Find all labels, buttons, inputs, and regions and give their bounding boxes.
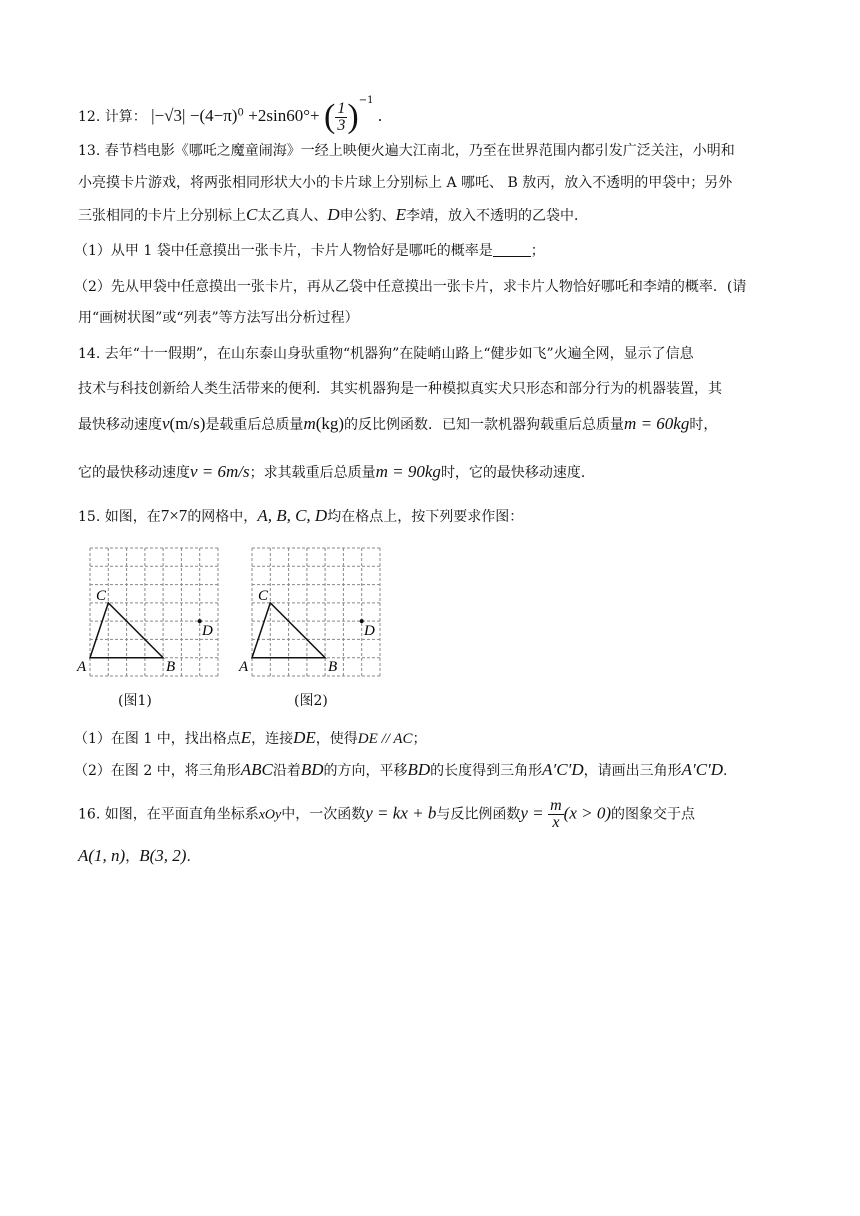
q14-line4-a: 它的最快移动速度 — [78, 465, 190, 481]
q15-BD: BD — [300, 760, 324, 779]
q14-m-unit: (kg) — [315, 414, 345, 433]
q14-line1: 14. 去年“十一假期”，在山东泰山身驮重物“机器狗”在陡峭山路上“健步如飞”火遍全网，显示了信息 — [78, 346, 694, 362]
q16-a: 16. 如图，在平面直角坐标系 — [78, 806, 259, 823]
q13-line3 — [78, 205, 588, 226]
q13-C: C — [246, 205, 258, 224]
q15-points: A, B, C, D — [257, 506, 328, 525]
q12-frac-den: 3 — [337, 116, 346, 134]
q16-line1 — [78, 798, 695, 831]
q13-D: D — [327, 205, 340, 224]
q12-frac-num: 1 — [337, 99, 346, 117]
label-d-2: D — [364, 623, 375, 639]
q15-part2-d: 的长度得到三角形 — [430, 763, 543, 779]
q15-tri: A′C′D — [542, 760, 584, 779]
q15-part1-d: ； — [412, 731, 427, 747]
q15-ABC: ABC — [240, 760, 273, 779]
q15-intro — [78, 506, 523, 527]
q13-part2-l1: （2）先从甲袋中任意摸出一张卡片，再从乙袋中任意摸出一张卡片，求卡片人物恰好哪吒和李靖的概率．(请 — [74, 279, 747, 295]
q14-line3 — [78, 414, 717, 435]
q15-part2-e: ，请画出三角形 — [583, 763, 682, 779]
q15-E: E — [240, 728, 252, 747]
grid-2 — [252, 548, 380, 676]
q13-E: E — [395, 205, 407, 224]
q16-point-a: A(1, n) — [78, 846, 126, 865]
q15-figure-2 — [236, 540, 396, 685]
q15-part2-b: 沿着 — [272, 763, 301, 779]
q12-expr-b: −(4−π) — [189, 106, 238, 125]
q14-v-unit: (m/s) — [169, 414, 206, 433]
q16-sep: ， — [125, 849, 140, 865]
q14-line3-b: 是载重后总质量 — [205, 417, 304, 433]
label-a-1: A — [77, 659, 87, 675]
q13-part2-l2: 用“画树状图”或“列表”等方法写出分析过程） — [78, 310, 359, 326]
q13-part1-text: （1）从甲 1 袋中任意摸出一张卡片，卡片人物恰好是哪吒的概率是 — [74, 243, 493, 259]
q16-point-b: B(3, 2) — [139, 846, 187, 865]
q15-part1 — [74, 728, 427, 749]
q13-line3-c: 申公豹、 — [339, 208, 396, 224]
q14-line2: 技术与科技创新给人类生活带来的便利．其实机器狗是一种模拟真实犬只形态和部分行为的机器装置，其 — [78, 381, 722, 397]
q12-number: 12. — [78, 109, 101, 125]
q14-m60: m = 60kg — [624, 414, 690, 433]
q15-grid-size: 7×7 — [160, 506, 188, 525]
q12-end: . — [377, 106, 383, 125]
q15-fig2-caption: (图2) — [294, 693, 328, 709]
q16-end: . — [186, 849, 191, 865]
q15-part2 — [74, 760, 728, 781]
q12-rparen: ) — [347, 98, 359, 135]
q16-d: 的图象交于点 — [611, 806, 695, 823]
q14-line3-c: 的反比例函数．已知一款机器狗载重后总质量 — [344, 417, 625, 433]
q15-intro-b: 的网格中， — [187, 509, 258, 525]
label-a-2: A — [239, 659, 249, 675]
q14-line4-c: 时，它的最快移动速度． — [440, 465, 595, 481]
q13-answer-blank[interactable] — [493, 242, 531, 257]
q15-DE: DE — [293, 728, 316, 747]
q14-line3-a: 最快移动速度 — [78, 417, 162, 433]
q15-fig1-caption: (图1) — [118, 693, 152, 709]
q12-fraction — [335, 101, 347, 134]
q15-part1-c: ，使得 — [315, 731, 358, 747]
q13-part1-end: ； — [530, 243, 545, 259]
q14-m: m — [303, 414, 316, 433]
q14-line3-d: 时， — [689, 417, 718, 433]
q16-cond: (x > 0) — [563, 803, 611, 823]
label-c-1: C — [96, 588, 107, 604]
q13-part1 — [74, 241, 545, 261]
q15-part1-a: （1）在图 1 中，找出格点 — [74, 731, 241, 747]
q15-part2-a: （2）在图 2 中，将三角形 — [74, 763, 241, 779]
q16-xoy: xOy — [258, 807, 282, 823]
q13-line3-b: 太乙真人、 — [257, 208, 328, 224]
q15-part2-c: 的方向，平移 — [323, 763, 408, 779]
q16-c: 与反比例函数 — [436, 806, 521, 823]
q16-frac-num: m — [550, 797, 562, 814]
q12-expr-c: +2sin60°+ — [248, 106, 320, 125]
q15-tri2: A′C′D — [681, 760, 724, 779]
label-c-2: C — [258, 588, 269, 604]
q13-line3-a: 三张相同的卡片上分别标上 — [78, 208, 246, 224]
q16-fraction — [548, 798, 564, 831]
q14-v6: v = 6m/s — [190, 462, 250, 481]
q13-line3-d: 李靖，放入不透明的乙袋中． — [406, 208, 589, 224]
q12-label: 计算： — [104, 109, 147, 125]
q12-lparen: ( — [324, 98, 336, 135]
q12-exp-neg1: −1 — [358, 95, 374, 106]
q14-v: v — [162, 414, 170, 433]
q12-line — [78, 86, 382, 134]
q16-line2 — [78, 846, 191, 867]
label-d-1: D — [202, 623, 213, 639]
q15-intro-c: 均在格点上，按下列要求作图： — [327, 509, 524, 525]
q14-line4 — [78, 462, 595, 483]
q15-part1-b: ，连接 — [251, 731, 294, 747]
grid-1 — [90, 548, 218, 676]
q14-line4-b: ；求其载重后总质量 — [249, 465, 376, 481]
q15-intro-a: 15. 如图，在 — [78, 509, 161, 525]
q15-BD2: BD — [407, 760, 431, 779]
q12-expr-a: −√3 — [154, 106, 182, 125]
label-b-2: B — [328, 659, 338, 675]
q15-part2-f: . — [723, 763, 728, 779]
q15-figure-1 — [74, 540, 234, 685]
q16-linear: y = kx + b — [365, 803, 437, 823]
q16-b: 中，一次函数 — [281, 806, 366, 823]
label-b-1: B — [166, 659, 176, 675]
q15-parallel: DE // AC — [357, 731, 413, 747]
q12-exp0: 0 — [237, 107, 244, 119]
q13-line2: 小亮摸卡片游戏，将两张相同形状大小的卡片球上分别标上 A 哪吒、 B 敖丙，放入不透明的甲袋中；另外 — [78, 175, 733, 191]
q14-m90: m = 90kg — [375, 462, 441, 481]
q16-y-eq: y = — [520, 803, 544, 823]
q16-frac-den: x — [552, 814, 560, 831]
q12-abs: |−√3| — [151, 106, 186, 125]
q13-line1: 13. 春节档电影《哪吒之魔童闹海》一经上映便火遍大江南北，乃至在世界范围内都引发广泛关注，小明和 — [78, 143, 735, 159]
